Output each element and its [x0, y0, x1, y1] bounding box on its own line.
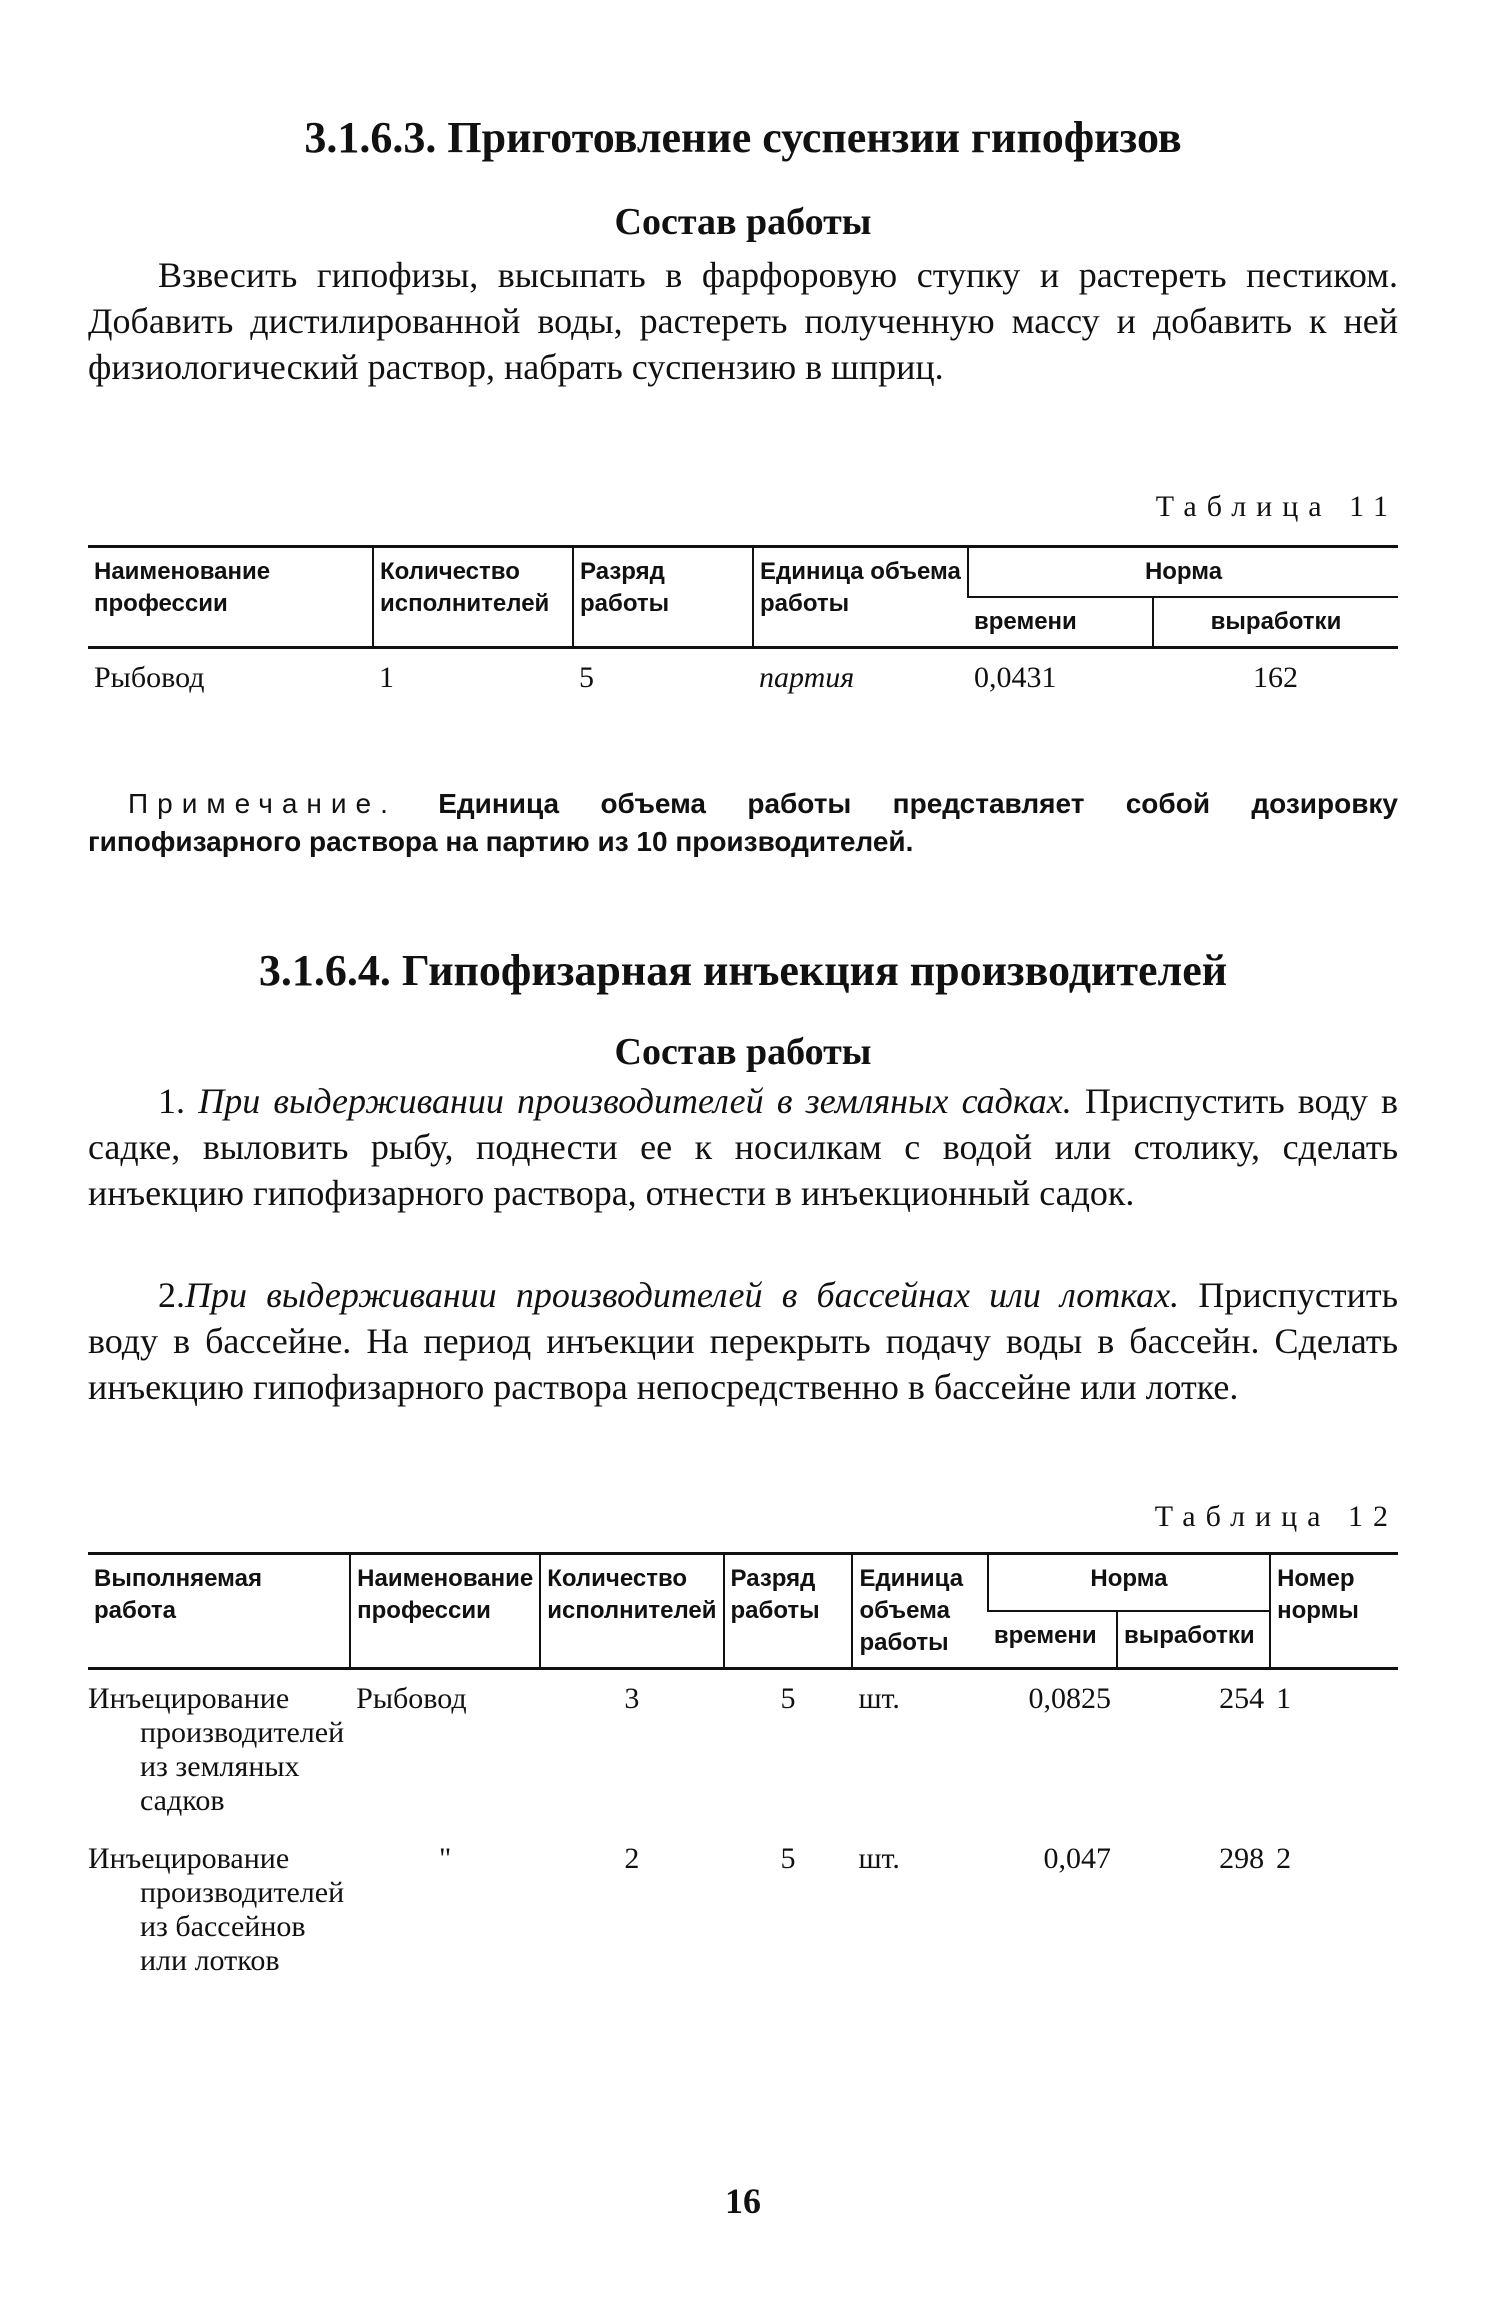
t11-header-unit: Единица объема работы: [753, 547, 968, 648]
item-1-heading: При выдерживании производителей в земляных садках.: [198, 1081, 1072, 1121]
t11-cell-unit: партия: [759, 661, 855, 694]
t12-cell-profession: ": [439, 1842, 452, 1875]
table-12: [88, 1552, 1398, 1990]
t12-cell-work: Инъецирование производителей из бассейнов или лотков: [88, 1842, 345, 1977]
section-3-1-6-4-title: 3.1.6.4. Гипофизарная инъекция производителей: [258, 946, 1228, 995]
t12-cell-output: 298: [1219, 1842, 1265, 1875]
t12-header-profession: Наименование профессии: [350, 1554, 540, 1669]
t12-cell-workers: 2: [624, 1842, 640, 1875]
t11-header-grade: Разряд работы: [573, 547, 753, 648]
t12-cell-time: 0,0825: [1028, 1682, 1111, 1715]
page-number: 16: [725, 2181, 761, 2221]
t11-header-output: выработки: [1153, 597, 1398, 648]
t11-cell-profession: Рыбовод: [94, 661, 205, 694]
table-11-caption: Таблица 11: [1155, 490, 1398, 523]
document-page: [88, 0, 1398, 2323]
t12-cell-work: Инъецирование производителей из земляных садков: [88, 1682, 345, 1817]
note-text: Единица объема работы представляет собой дозировку гипофизарного раствора на партию из 10 производителей.: [88, 788, 1399, 857]
note-label: Примечание.: [128, 788, 397, 819]
t12-header-number: Номер нормы: [1270, 1554, 1398, 1669]
t12-header-time: времени: [988, 1611, 1117, 1669]
table-11: [88, 545, 1398, 707]
t12-header-workers: Количество исполнителей: [540, 1554, 723, 1669]
t12-header-norm: Норма: [988, 1554, 1270, 1612]
t11-header-workers: Количество исполнителей: [373, 547, 573, 648]
t12-header-grade: Разряд работы: [724, 1554, 853, 1669]
t11-header-profession: Наименование профессии: [88, 547, 373, 648]
t12-cell-profession: Рыбовод: [356, 1682, 467, 1715]
item-2-heading: При выдерживании производителей в бассейнах или лотках.: [185, 1275, 1180, 1315]
section-3-1-6-4-subtitle: Состав работы: [614, 1031, 872, 1073]
item-1-label: 1.: [158, 1081, 199, 1121]
item-2-text: Приспустить воду в бассейне. На период инъекции перекрыть подачу воды в бассейн. Сделать инъекцию гипофизарного раствора непосредственно в бассейне или лотке.: [88, 1275, 1398, 1407]
t11-header-norm: Норма: [968, 547, 1398, 598]
item-1-text: Приспустить воду в садке, выловить рыбу, поднести ее к носилкам с водой или столику, сделать инъекцию гипофизарного раствора, отнести в инъекционный садок.: [88, 1081, 1399, 1213]
table-12-caption: Таблица 12: [1154, 1500, 1398, 1533]
t12-cell-number: 1: [1276, 1682, 1292, 1715]
t11-cell-output: 162: [1253, 661, 1298, 694]
t11-cell-grade: 5: [579, 661, 594, 694]
t12-cell-number: 2: [1276, 1842, 1292, 1875]
t11-cell-time: 0,0431: [974, 661, 1057, 694]
section-3-1-6-3-body: Взвесить гипофизы, высыпать в фарфоровую ступку и растереть пестиком. Добавить дистилированной воды, растереть полученную массу и добавить к ней физиологический раствор, набрать суспензию в шприц.: [88, 255, 1398, 387]
t12-header-unit: Единица объема работы: [852, 1554, 987, 1669]
table-row: [88, 648, 1398, 708]
section-3-1-6-3-subtitle: Состав работы: [614, 201, 872, 243]
t11-cell-workers: 1: [379, 661, 394, 694]
t12-header-work: Выполняемая работа: [88, 1554, 350, 1669]
table-row: [88, 1669, 1398, 1831]
section-3-1-6-3-title: 3.1.6.3. Приготовление суспензии гипофизов: [304, 113, 1182, 162]
section-3-1-6-4-item-1: [88, 1078, 1398, 1216]
t12-cell-output: 254: [1219, 1682, 1265, 1715]
t12-cell-grade: 5: [780, 1842, 796, 1875]
table-row: [88, 1830, 1398, 1990]
t12-cell-workers: 3: [624, 1682, 640, 1715]
table-11-note: [88, 785, 1398, 861]
t12-cell-grade: 5: [780, 1682, 796, 1715]
t12-cell-time: 0,047: [1043, 1842, 1111, 1875]
t12-cell-unit: шт.: [858, 1842, 900, 1875]
section-3-1-6-4-item-2: [88, 1272, 1398, 1410]
t12-header-output: выработки: [1117, 1611, 1270, 1669]
t12-cell-unit: шт.: [858, 1682, 900, 1715]
t11-header-time: времени: [968, 597, 1153, 648]
item-2-label: 2.: [158, 1275, 185, 1315]
